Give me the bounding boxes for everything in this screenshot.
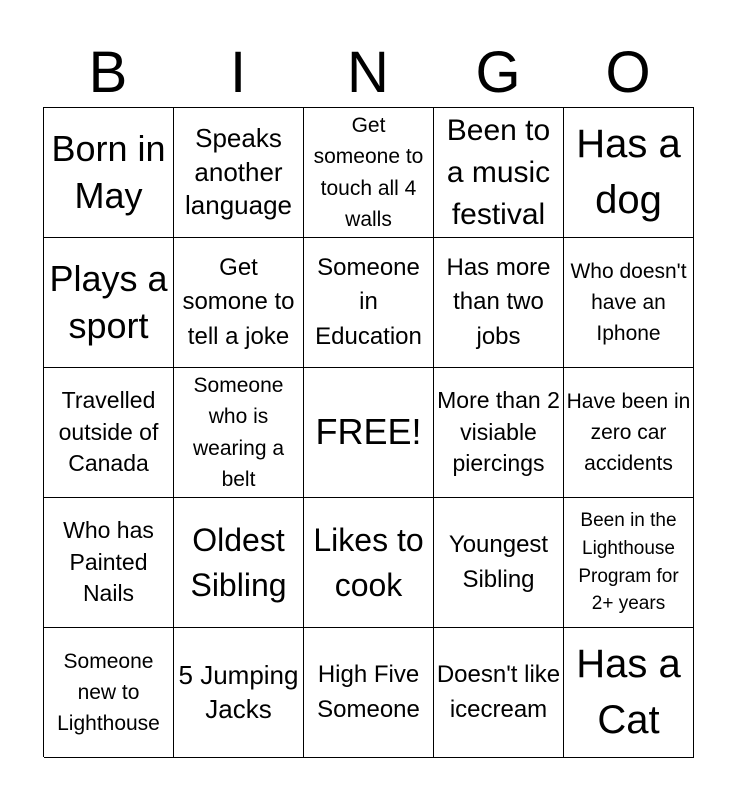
cell-text: 5 Jumping Jacks: [178, 659, 299, 724]
cell-text: Has a Cat: [576, 642, 681, 742]
bingo-cell[interactable]: [564, 628, 694, 758]
cell-text: Been in the Lighthouse Program for 2+ years: [578, 510, 679, 615]
bingo-cell[interactable]: [564, 498, 694, 628]
bingo-cell[interactable]: [174, 108, 304, 238]
bingo-cell[interactable]: [304, 498, 434, 628]
free-space[interactable]: [304, 368, 434, 498]
header-letter-o: O: [605, 40, 651, 105]
bingo-cell[interactable]: [174, 628, 304, 758]
cell-text: Travelled outside of Canada: [58, 386, 159, 477]
free-space-text: FREE!: [315, 411, 422, 453]
cell-text: Been to a music festival: [446, 113, 551, 231]
cell-text: More than 2 visiable piercings: [437, 386, 560, 477]
cell-text: Plays a sport: [49, 257, 168, 346]
header-letter-b: B: [88, 40, 128, 105]
cell-text: Someone in Education: [315, 254, 422, 350]
bingo-cell[interactable]: [44, 238, 174, 368]
cell-text: Who doesn't have an Iphone: [570, 259, 687, 346]
bingo-cell[interactable]: [434, 238, 564, 368]
bingo-cell[interactable]: [434, 368, 564, 498]
header-letter-n: N: [347, 40, 389, 105]
cell-text: Who has Painted Nails: [63, 516, 154, 607]
cell-text: Likes to cook: [313, 521, 424, 603]
bingo-cell[interactable]: [174, 238, 304, 368]
bingo-cell[interactable]: [434, 108, 564, 238]
bingo-cell[interactable]: [564, 108, 694, 238]
header-letter-g: G: [475, 40, 521, 105]
bingo-cell[interactable]: [304, 108, 434, 238]
bingo-cell[interactable]: [564, 368, 694, 498]
cell-text: Has more than two jobs: [446, 254, 551, 350]
cell-text: Speaks another language: [185, 122, 292, 221]
bingo-cell[interactable]: [304, 238, 434, 368]
bingo-cell[interactable]: [44, 368, 174, 498]
bingo-cell[interactable]: [564, 238, 694, 368]
bingo-cell[interactable]: [304, 628, 434, 758]
cell-text: High Five Someone: [317, 661, 420, 723]
bingo-cell[interactable]: [174, 368, 304, 498]
bingo-cell[interactable]: [44, 498, 174, 628]
bingo-header: [43, 38, 693, 108]
bingo-cell[interactable]: [434, 628, 564, 758]
bingo-cell[interactable]: [434, 498, 564, 628]
cell-text: Get someone to touch all 4 walls: [313, 114, 424, 231]
header-letter-i: I: [229, 40, 247, 105]
cell-text: Someone who is wearing a belt: [192, 374, 285, 491]
cell-text: Born in May: [51, 127, 166, 216]
bingo-board: [43, 107, 694, 757]
cell-text: Doesn't like icecream: [436, 661, 561, 723]
cell-text: Youngest Sibling: [448, 531, 549, 593]
cell-text: Get somone to tell a joke: [182, 254, 295, 350]
cell-text: Oldest Sibling: [190, 521, 287, 603]
bingo-cell[interactable]: [174, 498, 304, 628]
cell-text: Has a dog: [576, 122, 681, 222]
cell-text: Have been in zero car accidents: [566, 389, 691, 476]
bingo-cell[interactable]: [44, 108, 174, 238]
cell-text: Someone new to Lighthouse: [57, 649, 160, 736]
bingo-cell[interactable]: [44, 628, 174, 758]
